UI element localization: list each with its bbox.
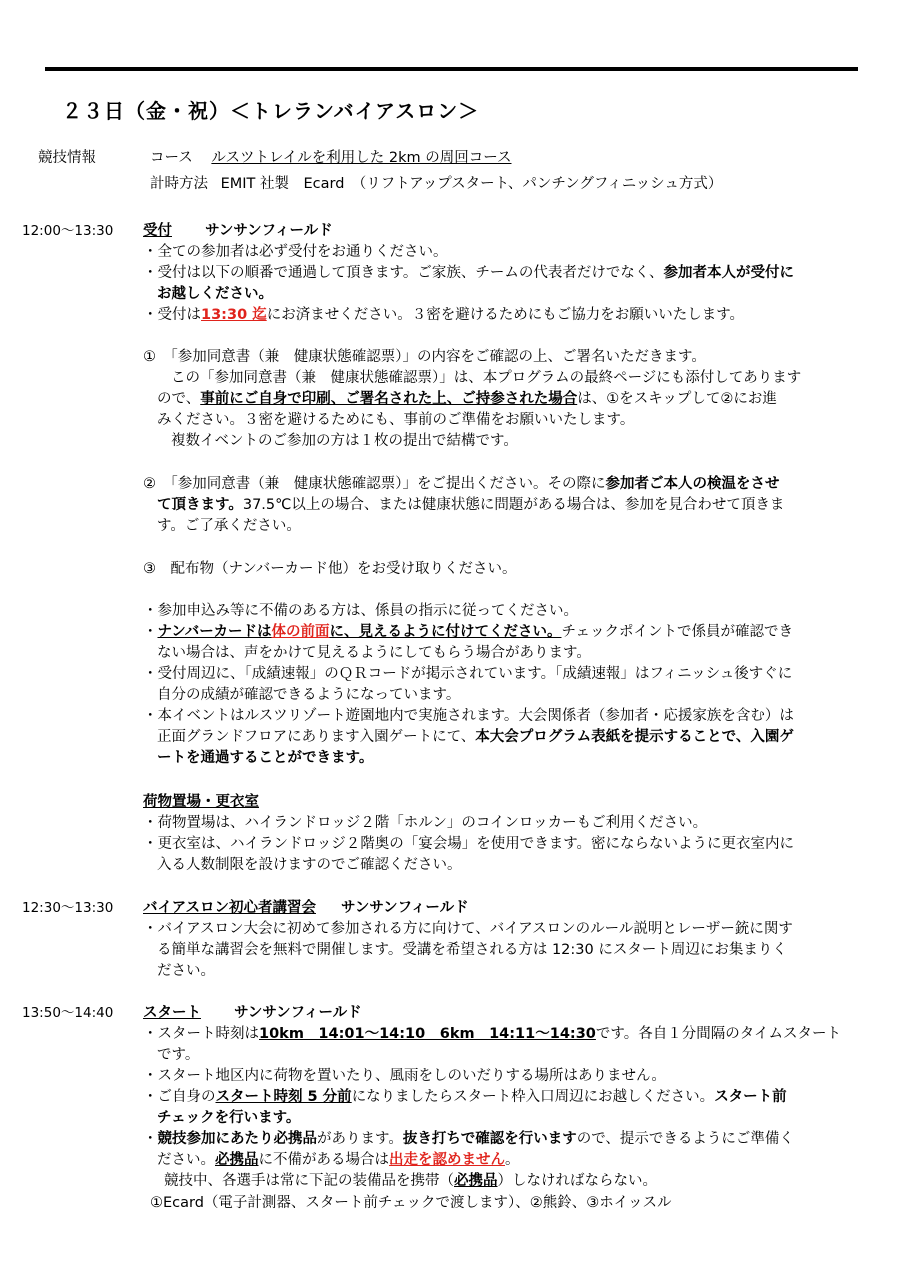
start-line-3-cont: チェックを行います。 xyxy=(157,1110,301,1126)
step-1-line-5: 複数イベントのご参加の方は１枚の提出で結構です。 xyxy=(171,433,518,449)
lecture-time: 12:30～13:30 xyxy=(22,900,114,916)
start-heading-row xyxy=(143,1003,362,1023)
note-3-cont: 自分の成績が確認できるようになっています。 xyxy=(157,687,461,703)
emphasis: 競技参加にあたり必携品 xyxy=(157,1131,317,1147)
text: ・受付は xyxy=(143,307,201,323)
emphasis: 事前にご自身で印刷、ご署名された上、ご持参された場合 xyxy=(200,391,578,407)
text: です。各自１分間隔のタイムスタート xyxy=(595,1026,841,1042)
emphasis: スタート時刻 5 分前 xyxy=(215,1089,352,1105)
course-label: コース xyxy=(150,150,193,166)
deadline: 13:30 迄 xyxy=(201,307,267,323)
start-slots: 10km 14:01～14:10 6km 14:11～14:30 xyxy=(259,1026,596,1042)
text: に不備がある場合は xyxy=(258,1152,389,1168)
start-place: サンサンフィールド xyxy=(234,1005,362,1021)
start-line-6: ①Ecard（電子計測器、スタート前チェックで渡します）、②熊鈴、③ホイッスル xyxy=(150,1195,672,1211)
start-line-1 xyxy=(143,1024,841,1044)
emphasis-red: 体の前面 xyxy=(271,624,330,640)
info-label: 競技情報 xyxy=(38,150,96,166)
start-line-3 xyxy=(143,1087,787,1107)
step-2 xyxy=(143,474,780,494)
text: ・スタート時刻は xyxy=(143,1026,259,1042)
step-3: ③ 配布物（ナンバーカード他）をお受け取りください。 xyxy=(143,561,517,577)
text: ・受付は以下の順番で通過して頂きます。ご家族、チームの代表者だけでなく、 xyxy=(143,265,664,281)
luggage-heading: 荷物置場・更衣室 xyxy=(143,794,259,810)
emphasis: 本大会プログラム表紙を提示することで、入園ゲ xyxy=(475,729,794,745)
text: チェックポイントで係員が確認でき xyxy=(561,624,794,640)
lecture-line-3: ださい。 xyxy=(157,963,215,979)
reception-place: サンサンフィールド xyxy=(205,223,333,239)
text: 競技中、各選手は常に下記の装備品を携帯（ xyxy=(164,1173,454,1189)
text: になりましたらスタート枠入口周辺にお越しください。 xyxy=(351,1089,715,1105)
text: ）しなければならない。 xyxy=(497,1173,657,1189)
emphasis: ナンバーカードは xyxy=(157,624,272,640)
text: ・ xyxy=(143,1131,158,1147)
text: があります。 xyxy=(317,1131,403,1147)
page-title: ２３日（金・祝）＜トレランバイアスロン＞ xyxy=(62,99,480,123)
luggage-line-2-cont: 入る人数制限を設けますのでご確認ください。 xyxy=(157,857,462,873)
start-line-4-cont xyxy=(157,1150,520,1170)
step-1-line-3 xyxy=(157,389,777,409)
start-time: 13:50～14:40 xyxy=(22,1005,114,1021)
start-line-4 xyxy=(143,1129,794,1149)
timing-label: 計時方法 xyxy=(150,176,208,192)
note-1: ・参加申込み等に不備のある方は、係員の指示に従ってください。 xyxy=(143,603,578,619)
reception-heading: 受付 xyxy=(143,223,172,239)
step-1-line-2: この「参加同意書（兼 健康状態確認票）」は、本プログラムの最終ページにも添付してあります xyxy=(171,370,802,386)
note-4: ・本イベントはルスツリゾート遊園地内で実施されます。大会関係者（参加者・応援家族を含む）は xyxy=(143,708,794,724)
text: は、①をスキップして②にお進 xyxy=(577,391,777,407)
course-row xyxy=(150,148,511,168)
text: にお済ませください。３密を避けるためにもご協力をお願いいたします。 xyxy=(266,307,745,323)
text: ② 「参加同意書（兼 健康状態確認票）」をご提出ください。その際に xyxy=(143,476,606,492)
text: ・ xyxy=(143,624,158,640)
course-value: ルスツトレイルを利用した 2km の周回コース xyxy=(211,150,512,166)
emphasis: 抜き打ちで確認を行います xyxy=(402,1131,577,1147)
start-line-5 xyxy=(164,1171,657,1191)
start-line-2: ・スタート地区内に荷物を置いたり、風雨をしのいだりする場所はありません。 xyxy=(143,1068,666,1084)
step-1: ① 「参加同意書（兼 健康状態確認票）」の内容をご確認の上、ご署名いただきます。 xyxy=(143,349,706,365)
start-heading: スタート xyxy=(143,1005,201,1021)
lecture-heading-row xyxy=(143,898,469,918)
lecture-heading: バイアスロン初心者講習会 xyxy=(143,900,316,916)
luggage-line-1: ・荷物置場は、ハイランドロッジ２階「ホルン」のコインロッカーもご利用ください。 xyxy=(143,815,708,831)
note-2 xyxy=(143,622,793,642)
text: 正面グランドフロアにあります入園ゲートにて、 xyxy=(157,729,476,745)
start-line-1-cont: です。 xyxy=(157,1047,200,1063)
reception-bullet-2-cont: お越しください。 xyxy=(157,286,273,302)
text: ので、提示できるようにご準備く xyxy=(576,1131,794,1147)
luggage-line-2: ・更衣室は、ハイランドロッジ２階奥の「宴会場」を使用できます。密にならないように更衣室内に xyxy=(143,836,795,852)
text: 37.5℃以上の場合、または健康状態に問題がある場合は、参加を見合わせて頂きま xyxy=(242,497,785,513)
emphasis: に、見えるように付けてください。 xyxy=(329,624,562,640)
reception-heading-row xyxy=(143,221,333,241)
emphasis-red: 出走を認めません xyxy=(389,1152,505,1168)
lecture-line-1: ・バイアスロン大会に初めて参加される方に向けて、バイアスロンのルール説明とレーザー銃に関す xyxy=(143,921,793,937)
emphasis: スタート前 xyxy=(714,1089,787,1105)
step-1-line-4: みください。３密を避けるためにも、事前のご準備をお願いいたします。 xyxy=(157,412,635,428)
lecture-place: サンサンフィールド xyxy=(341,900,469,916)
note-2-cont: ない場合は、声をかけて見えるようにしてもらう場合があります。 xyxy=(157,645,591,661)
emphasis: 必携品 xyxy=(215,1152,259,1168)
step-2-line-2 xyxy=(157,495,784,515)
reception-bullet-2 xyxy=(143,263,794,283)
emphasis: 参加者本人が受付に xyxy=(663,265,795,281)
reception-bullet-3 xyxy=(143,305,744,325)
reception-bullet-1: ・全ての参加者は必ず受付をお通りください。 xyxy=(143,244,448,260)
timing-value: EMIT 社製 Ecard （リフトアップスタート、パンチングフィニッシュ方式） xyxy=(220,176,723,192)
note-4-cont xyxy=(157,727,794,747)
emphasis: て頂きます。 xyxy=(157,497,243,513)
note-4-cont-2: ートを通過することができます。 xyxy=(157,750,374,766)
timing-row xyxy=(150,174,722,194)
top-rule xyxy=(45,67,858,71)
lecture-line-2: る簡単な講習会を無料で開催します。受講を希望される方は 12:30 にスタート周辺にお集まりく xyxy=(157,942,787,958)
emphasis: 参加者ご本人の検温をさせ xyxy=(605,476,780,492)
text: 。 xyxy=(505,1152,520,1168)
text: ださい。 xyxy=(157,1152,215,1168)
note-3: ・受付周辺に、「成績速報」のＱＲコードが掲示されています。「成績速報」はフィニッシュ後すぐに xyxy=(143,666,793,682)
text: ・ご自身の xyxy=(143,1089,216,1105)
emphasis: 必携品 xyxy=(454,1173,498,1189)
text: ので、 xyxy=(157,391,201,407)
step-2-line-3: す。ご了承ください。 xyxy=(157,518,301,534)
reception-time: 12:00～13:30 xyxy=(22,223,114,239)
